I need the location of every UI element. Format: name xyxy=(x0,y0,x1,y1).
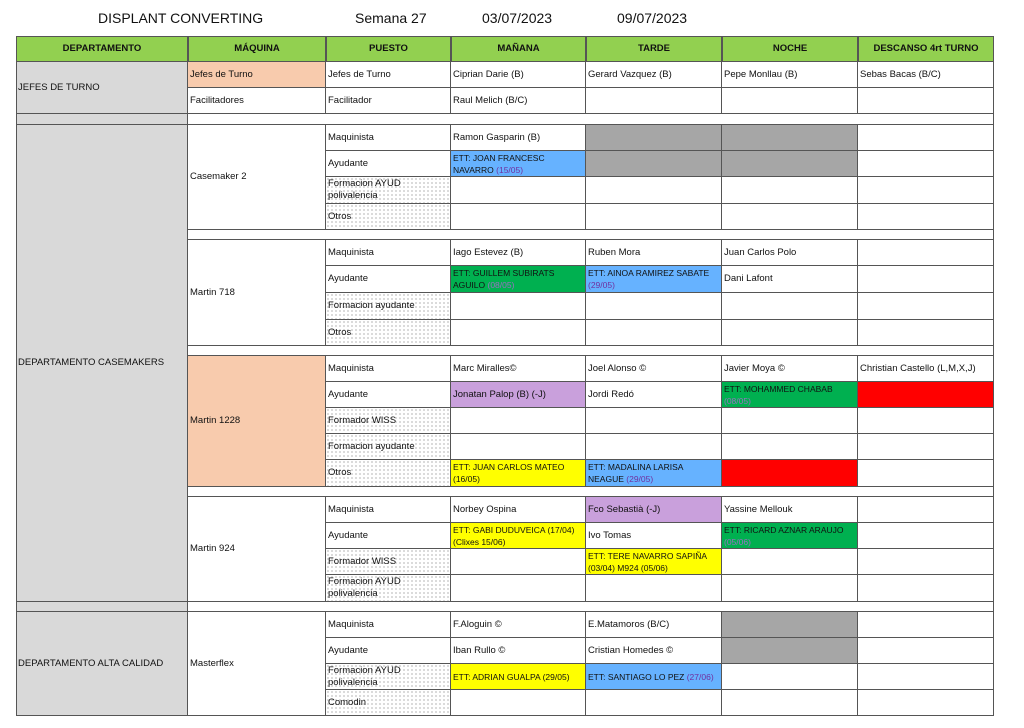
ett-worker-name: ETT: JOAN FRANCESC NAVARRO xyxy=(453,152,545,175)
shift-cell[interactable] xyxy=(451,204,586,230)
shift-cell[interactable] xyxy=(451,62,586,88)
puesto-cell[interactable] xyxy=(326,62,451,88)
puesto-cell-text: Maquinista xyxy=(328,503,374,515)
machine-facilitadores-text: Facilitadores xyxy=(190,94,244,106)
shift-cell[interactable] xyxy=(586,549,722,575)
shift-cell[interactable] xyxy=(722,460,858,487)
shift-cell[interactable] xyxy=(586,638,722,664)
shift-cell[interactable] xyxy=(586,240,722,266)
shift-cell[interactable] xyxy=(451,434,586,460)
shift-cell[interactable] xyxy=(451,177,586,204)
shift-cell-text: Christian Castello (L,M,X,J) xyxy=(860,362,976,374)
shift-cell[interactable] xyxy=(858,690,994,716)
shift-cell-text: Pepe Monllau (B) xyxy=(724,68,798,80)
shift-cell[interactable] xyxy=(451,612,586,638)
shift-cell-ett-text xyxy=(588,461,719,485)
shift-cell[interactable] xyxy=(586,88,722,114)
shift-cell[interactable] xyxy=(451,664,586,690)
puesto-cell[interactable] xyxy=(326,460,451,487)
shift-cell[interactable] xyxy=(586,497,722,523)
shift-cell[interactable] xyxy=(722,408,858,434)
shift-cell-text: Ivo Tomas xyxy=(588,529,632,541)
puesto-cell-text: Formador WISS xyxy=(328,414,397,426)
shift-cell-text: Ruben Mora xyxy=(588,246,641,258)
machine-martin-1228[interactable] xyxy=(188,356,326,487)
puesto-cell-text: Facilitador xyxy=(328,94,372,106)
shift-cell[interactable] xyxy=(858,523,994,549)
shift-cell[interactable] xyxy=(451,408,586,434)
col-departamento[interactable] xyxy=(16,36,188,62)
col-puesto-text: PUESTO xyxy=(369,43,408,54)
col-descanso-text: DESCANSO 4rt TURNO xyxy=(873,43,979,54)
puesto-cell[interactable] xyxy=(326,125,451,151)
dept-jefes[interactable] xyxy=(16,62,188,114)
shift-cell[interactable] xyxy=(586,575,722,602)
puesto-cell-text: Maquinista xyxy=(328,618,374,630)
dept-casemakers[interactable] xyxy=(16,125,188,602)
shift-cell-text: Marc Miralles© xyxy=(453,362,517,374)
date-from: 03/07/2023 xyxy=(482,10,553,26)
shift-cell[interactable] xyxy=(858,356,994,382)
puesto-cell[interactable] xyxy=(326,151,451,177)
dept-jefes-text: JEFES DE TURNO xyxy=(18,81,100,93)
ett-worker-name: ETT: SANTIAGO LO PEZ xyxy=(588,671,685,682)
shift-cell[interactable] xyxy=(451,151,586,177)
shift-cell[interactable] xyxy=(858,240,994,266)
ett-worker-name: ETT: AINOA RAMIREZ SABATE xyxy=(588,268,710,278)
shift-cell[interactable] xyxy=(858,497,994,523)
shift-cell[interactable] xyxy=(722,62,858,88)
shift-cell[interactable] xyxy=(586,612,722,638)
shift-cell-text: Ramon Gasparin (B) xyxy=(453,131,541,143)
shift-cell-text: F.Aloguin © xyxy=(453,618,502,630)
puesto-cell[interactable] xyxy=(326,177,451,204)
shift-cell-text: Ciprian Darie (B) xyxy=(453,68,524,80)
spacer-row[interactable] xyxy=(188,230,994,240)
shift-cell[interactable] xyxy=(586,664,722,690)
puesto-cell-text: Ayudante xyxy=(328,644,368,656)
machine-martin-718-text: Martin 718 xyxy=(190,286,235,298)
shift-cell-text: Jordi Redó xyxy=(588,388,634,400)
shift-cell[interactable] xyxy=(451,125,586,151)
puesto-cell[interactable] xyxy=(326,612,451,638)
puesto-cell-text: Formacion AYUD polivalencia xyxy=(328,664,401,688)
puesto-cell[interactable] xyxy=(326,320,451,346)
ett-start-date: (29/05) xyxy=(588,280,615,290)
puesto-cell[interactable] xyxy=(326,638,451,664)
ett-start-date: (15/05) xyxy=(493,164,524,175)
machine-jefes-de-turno[interactable] xyxy=(188,62,326,88)
puesto-cell-text: Ayudante xyxy=(328,273,368,284)
puesto-cell[interactable] xyxy=(326,523,451,549)
shift-cell[interactable] xyxy=(858,125,994,151)
puesto-cell-text: Maquinista xyxy=(328,362,374,374)
shift-cell-text: Jonatan Palop (B) (-J) xyxy=(453,388,546,400)
shift-cell[interactable] xyxy=(722,434,858,460)
puesto-cell[interactable] xyxy=(326,434,451,460)
shift-cell[interactable] xyxy=(722,549,858,575)
puesto-cell[interactable] xyxy=(326,690,451,716)
spacer-row[interactable] xyxy=(188,114,994,125)
machine-martin-924[interactable] xyxy=(188,497,326,602)
shift-cell-text: Raul Melich (B/C) xyxy=(453,94,528,106)
puesto-cell[interactable] xyxy=(326,356,451,382)
shift-cell[interactable] xyxy=(586,62,722,88)
machine-masterflex-text: Masterflex xyxy=(190,657,234,669)
shift-cell[interactable] xyxy=(586,177,722,204)
shift-cell-text: Iago Estevez (B) xyxy=(453,246,524,258)
sheet-title: DISPLANT CONVERTING xyxy=(98,10,264,26)
col-noche-text: NOCHE xyxy=(772,43,808,54)
puesto-cell-text: Formador WISS xyxy=(328,555,397,567)
dept-spacer[interactable] xyxy=(16,114,188,125)
shift-cell[interactable] xyxy=(586,151,722,177)
shift-cell[interactable] xyxy=(722,612,858,638)
shift-cell[interactable] xyxy=(586,434,722,460)
shift-cell[interactable] xyxy=(722,382,858,408)
shift-cell[interactable] xyxy=(451,382,586,408)
shift-cell[interactable] xyxy=(858,293,994,320)
shift-cell[interactable] xyxy=(451,356,586,382)
shift-cell[interactable] xyxy=(586,125,722,151)
shift-cell-text: Yassine Mellouk xyxy=(724,503,793,515)
machine-casemaker-2-text: Casemaker 2 xyxy=(190,171,247,182)
shift-cell-text: Juan Carlos Polo xyxy=(724,246,797,258)
shift-cell[interactable] xyxy=(722,125,858,151)
shift-cell[interactable] xyxy=(858,320,994,346)
puesto-cell[interactable] xyxy=(326,88,451,114)
shift-cell[interactable] xyxy=(722,88,858,114)
shift-cell[interactable] xyxy=(858,549,994,575)
ett-worker-name: ETT: MOHAMMED CHABAB xyxy=(724,383,833,394)
shift-cell-text: Fco Sebastià (-J) xyxy=(588,503,661,515)
shift-cell-text: Gerard Vazquez (B) xyxy=(588,68,672,80)
shift-cell[interactable] xyxy=(858,151,994,177)
col-tarde-text: TARDE xyxy=(637,43,671,54)
shift-cell[interactable] xyxy=(586,293,722,320)
shift-cell[interactable] xyxy=(722,240,858,266)
col-departamento-text: DEPARTAMENTO xyxy=(62,43,142,54)
shift-cell-ett-text xyxy=(724,383,855,407)
shift-cell[interactable] xyxy=(722,690,858,716)
col-manana-text: MAÑANA xyxy=(497,43,540,54)
dept-alta-calidad[interactable] xyxy=(16,612,188,716)
puesto-cell-text: Comodin xyxy=(328,696,367,708)
puesto-cell[interactable] xyxy=(326,408,451,434)
shift-cell-text: Dani Lafont xyxy=(724,273,773,284)
col-maquina[interactable] xyxy=(188,36,326,62)
puesto-cell-text: Formacion AYUD polivalencia xyxy=(328,178,401,201)
shift-cell-text: ETT: ADRIAN GUALPA (29/05) xyxy=(453,671,570,682)
ett-start-date: (27/06) xyxy=(684,671,714,682)
puesto-cell-text: Formacion ayudante xyxy=(328,440,415,452)
shift-cell[interactable] xyxy=(586,382,722,408)
dept-alta-calidad-text: DEPARTAMENTO ALTA CALIDAD xyxy=(18,657,164,669)
shift-cell-ett-text xyxy=(453,267,583,291)
shift-cell[interactable] xyxy=(858,266,994,293)
dept-casemakers-text: DEPARTAMENTO CASEMAKERS xyxy=(18,357,165,368)
shift-cell-text: Iban Rullo © xyxy=(453,644,506,656)
shift-cell[interactable] xyxy=(858,664,994,690)
shift-cell[interactable] xyxy=(586,460,722,487)
shift-cell-text: Sebas Bacas (B/C) xyxy=(860,68,941,80)
machine-masterflex[interactable] xyxy=(188,612,326,716)
shift-cell[interactable] xyxy=(722,204,858,230)
ett-worker-name: ETT: MADALINA LARISA NEAGUE xyxy=(588,462,683,484)
shift-cell-text: E.Matamoros (B/C) xyxy=(588,618,670,630)
shift-cell[interactable] xyxy=(451,88,586,114)
shift-cell[interactable] xyxy=(586,266,722,293)
ett-start-date: (05/06) xyxy=(724,536,751,547)
shift-cell-text: ETT: GABI DUDUVEICA (17/04) (Clixes 15/06) xyxy=(453,524,575,547)
col-tarde[interactable] xyxy=(586,36,722,62)
shift-cell-text: Joel Alonso © xyxy=(588,362,647,374)
ett-worker-name: ETT: RICARD AZNAR ARAUJO xyxy=(724,524,844,535)
shift-cell[interactable] xyxy=(722,151,858,177)
puesto-cell-text: Maquinista xyxy=(328,246,374,258)
machine-martin-924-text: Martin 924 xyxy=(190,543,235,554)
shift-cell-text: ETT: TERE NAVARRO SAPIÑA (03/04) M924 (05/06) xyxy=(588,550,707,573)
shift-cell[interactable] xyxy=(722,575,858,602)
shift-cell-text: ETT: JUAN CARLOS MATEO (16/05) xyxy=(453,462,565,484)
shift-cell[interactable] xyxy=(858,638,994,664)
machine-facilitadores[interactable] xyxy=(188,88,326,114)
machine-martin-718[interactable] xyxy=(188,240,326,346)
dept-spacer-2[interactable] xyxy=(16,602,188,612)
shift-cell[interactable] xyxy=(722,523,858,549)
shift-cell[interactable] xyxy=(586,320,722,346)
shift-cell[interactable] xyxy=(722,664,858,690)
puesto-cell-text: Formacion AYUD polivalencia xyxy=(328,576,401,599)
puesto-cell[interactable] xyxy=(326,266,451,293)
shift-cell[interactable] xyxy=(586,204,722,230)
shift-cell-ett-text xyxy=(588,267,719,291)
spacer-row[interactable] xyxy=(188,487,994,497)
shift-cell[interactable] xyxy=(722,356,858,382)
week-label: Semana 27 xyxy=(355,10,427,26)
puesto-cell-text: Ayudante xyxy=(328,157,368,169)
shift-cell[interactable] xyxy=(722,293,858,320)
shift-cell[interactable] xyxy=(722,497,858,523)
shift-cell-text: Cristian Homedes © xyxy=(588,644,674,656)
machine-martin-1228-text: Martin 1228 xyxy=(190,415,241,426)
shift-cell[interactable] xyxy=(722,177,858,204)
shift-cell[interactable] xyxy=(586,690,722,716)
puesto-cell[interactable] xyxy=(326,204,451,230)
shift-cell[interactable] xyxy=(858,88,994,114)
shift-cell[interactable] xyxy=(858,434,994,460)
shift-cell[interactable] xyxy=(451,497,586,523)
shift-cell-text: Javier Moya © xyxy=(724,362,785,374)
shift-cell[interactable] xyxy=(858,177,994,204)
shift-cell[interactable] xyxy=(451,320,586,346)
spacer-row[interactable] xyxy=(188,602,994,612)
schedule-table xyxy=(16,36,994,716)
ett-start-date: (08/05) xyxy=(485,280,515,290)
col-descanso[interactable] xyxy=(858,36,994,62)
puesto-cell-text: Formacion ayudante xyxy=(328,300,415,311)
shift-cell-text: Norbey Ospina xyxy=(453,503,517,515)
shift-cell[interactable] xyxy=(722,266,858,293)
shift-cell[interactable] xyxy=(858,460,994,487)
shift-cell[interactable] xyxy=(722,638,858,664)
shift-cell[interactable] xyxy=(858,204,994,230)
ett-start-date: (29/05) xyxy=(623,474,654,484)
shift-cell[interactable] xyxy=(722,320,858,346)
puesto-cell[interactable] xyxy=(326,549,451,575)
puesto-cell-text: Ayudante xyxy=(328,388,368,400)
shift-cell[interactable] xyxy=(451,266,586,293)
shift-cell[interactable] xyxy=(451,575,586,602)
puesto-cell-text: Ayudante xyxy=(328,529,368,541)
spacer-row[interactable] xyxy=(188,346,994,356)
puesto-cell-text: Otros xyxy=(328,467,352,478)
shift-cell[interactable] xyxy=(858,408,994,434)
shift-cell[interactable] xyxy=(451,549,586,575)
puesto-cell[interactable] xyxy=(326,497,451,523)
puesto-cell-text: Otros xyxy=(328,326,352,338)
col-maquina-text: MÁQUINA xyxy=(234,43,280,54)
shift-cell-ett-text xyxy=(724,524,855,548)
puesto-cell[interactable] xyxy=(326,664,451,690)
shift-cell[interactable] xyxy=(451,293,586,320)
puesto-cell-text: Otros xyxy=(328,210,352,222)
shift-cell[interactable] xyxy=(451,690,586,716)
puesto-cell[interactable] xyxy=(326,240,451,266)
machine-jefes-de-turno-text: Jefes de Turno xyxy=(190,68,253,80)
col-noche[interactable] xyxy=(722,36,858,62)
puesto-cell[interactable] xyxy=(326,575,451,602)
shift-cell[interactable] xyxy=(451,460,586,487)
machine-casemaker-2[interactable] xyxy=(188,125,326,230)
shift-cell[interactable] xyxy=(451,523,586,549)
shift-cell[interactable] xyxy=(586,523,722,549)
shift-cell[interactable] xyxy=(451,638,586,664)
shift-cell-ett-text xyxy=(453,152,583,176)
puesto-cell[interactable] xyxy=(326,382,451,408)
ett-start-date: (08/05) xyxy=(724,395,751,406)
shift-cell[interactable] xyxy=(586,356,722,382)
shift-cell[interactable] xyxy=(586,408,722,434)
col-puesto[interactable] xyxy=(326,36,451,62)
shift-cell[interactable] xyxy=(858,575,994,602)
shift-cell[interactable] xyxy=(451,240,586,266)
date-to: 09/07/2023 xyxy=(617,10,688,26)
puesto-cell-text: Jefes de Turno xyxy=(328,68,391,80)
col-manana[interactable] xyxy=(451,36,586,62)
ett-worker-name: ETT: GUILLEM SUBIRATS AGUILO xyxy=(453,268,555,290)
shift-cell[interactable] xyxy=(858,62,994,88)
puesto-cell[interactable] xyxy=(326,293,451,320)
shift-cell[interactable] xyxy=(858,382,994,408)
puesto-cell-text: Maquinista xyxy=(328,131,374,143)
shift-cell-ett-text xyxy=(588,671,714,683)
shift-cell[interactable] xyxy=(858,612,994,638)
